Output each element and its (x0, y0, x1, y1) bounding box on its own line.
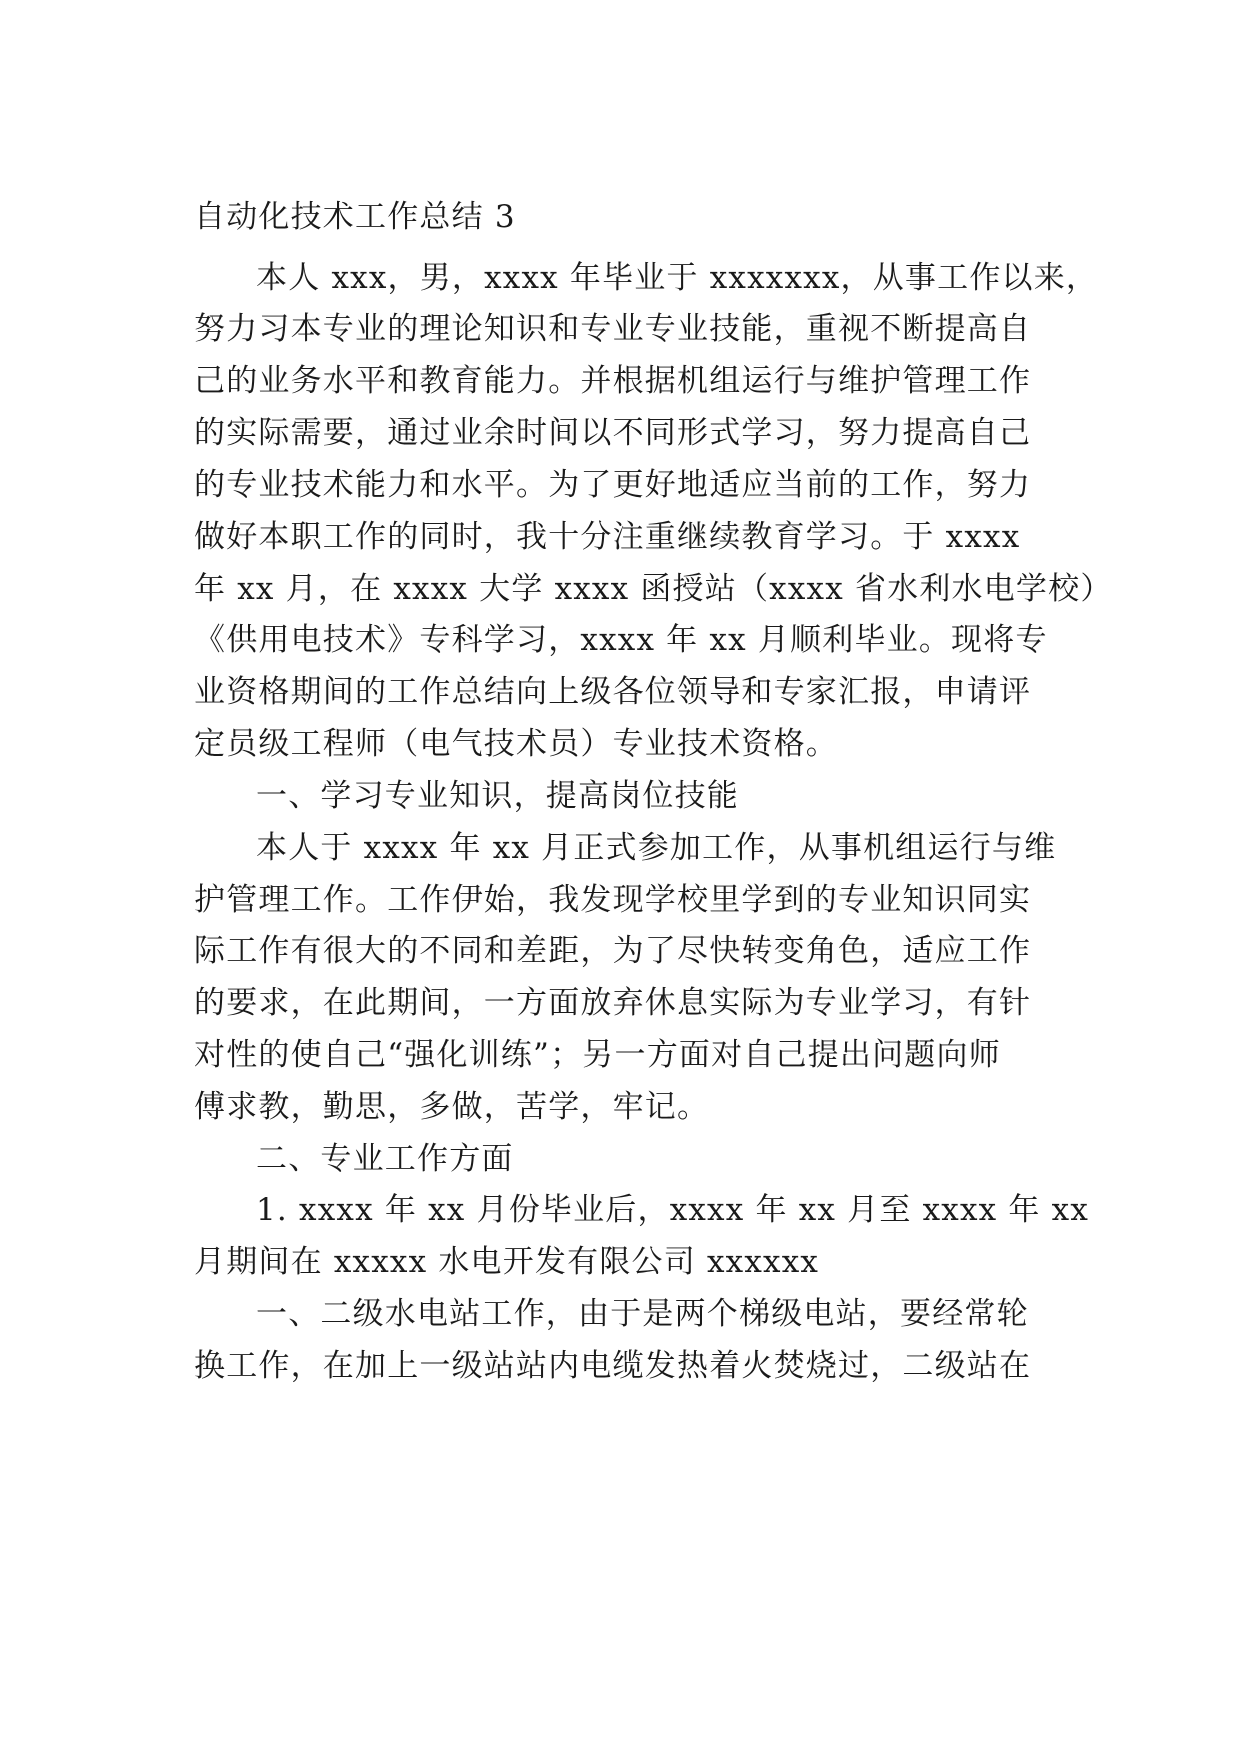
paragraph-line: 业资格期间的工作总结向上级各位领导和专家汇报，申请评 (194, 674, 1032, 710)
paragraph-line: 年 xx 月，在 xxxx 大学 xxxx 函授站（xxxx 省水利水电学校） (194, 571, 1113, 607)
section-heading: 一、学习专业知识，提高岗位技能 (256, 778, 739, 814)
paragraph-line: 定员级工程师（电气技术员）专业技术资格。 (194, 726, 838, 762)
paragraph-line: 《供用电技术》专科学习，xxxx 年 xx 月顺利毕业。现将专 (194, 622, 1048, 658)
section-heading: 二、专业工作方面 (256, 1141, 514, 1177)
paragraph-line: 1. xxxx 年 xx 月份毕业后，xxxx 年 xx 月至 xxxx 年 xx (256, 1192, 1090, 1228)
paragraph-line: 月期间在 xxxxx 水电开发有限公司 xxxxxx (194, 1244, 820, 1280)
paragraph-line: 的实际需要，通过业余时间以不同形式学习，努力提高自己 (194, 415, 1032, 451)
paragraph-line: 护管理工作。工作伊始，我发现学校里学到的专业知识同实 (194, 882, 1032, 918)
paragraph-line: 努力习本专业的理论知识和专业专业技能，重视不断提高自 (194, 311, 1032, 347)
paragraph-line: 本人 xxx，男，xxxx 年毕业于 xxxxxxx，从事工作以来， (256, 260, 1099, 296)
paragraph-line: 一、二级水电站工作，由于是两个梯级电站，要经常轮 (256, 1296, 1029, 1332)
paragraph-line: 的要求，在此期间，一方面放弃休息实际为专业学习，有针 (194, 985, 1032, 1021)
paragraph-line: 换工作，在加上一级站站内电缆发热着火焚烧过，二级站在 (194, 1348, 1032, 1384)
paragraph-line: 际工作有很大的不同和差距，为了尽快转变角色，适应工作 (194, 933, 1032, 969)
paragraph-line: 对性的使自己“强化训练”；另一方面对自己提出问题向师 (194, 1037, 1001, 1073)
paragraph-line: 本人于 xxxx 年 xx 月正式参加工作，从事机组运行与维 (256, 830, 1057, 866)
document-title: 自动化技术工作总结 3 (194, 199, 516, 235)
paragraph-line: 己的业务水平和教育能力。并根据机组运行与维护管理工作 (194, 363, 1032, 399)
paragraph-line: 的专业技术能力和水平。为了更好地适应当前的工作，努力 (194, 467, 1032, 503)
paragraph-line: 傅求教，勤思，多做，苦学，牢记。 (194, 1089, 710, 1125)
paragraph-line: 做好本职工作的同时，我十分注重继续教育学习。于 xxxx (194, 519, 1021, 555)
